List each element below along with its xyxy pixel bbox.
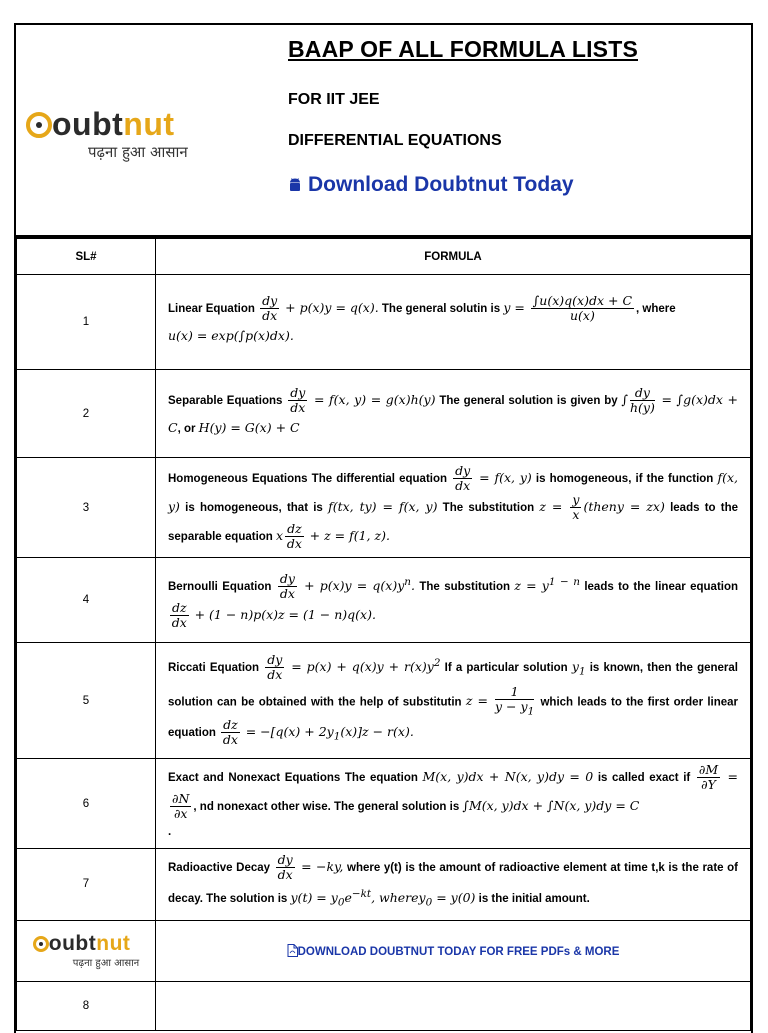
row-number: 8 [17, 981, 156, 1030]
table-row [17, 643, 751, 759]
formula-sheet [14, 23, 753, 1033]
logo-d-icon [26, 112, 52, 138]
table-row [17, 558, 751, 643]
page-title: BAAP OF ALL FORMULA LISTS [288, 36, 638, 62]
doubtnut-logo[interactable]: oubtnut पढ़ना हुआ आसान [26, 107, 188, 162]
row-number: 4 [17, 558, 156, 643]
row-number: 7 [17, 849, 156, 921]
table-header-row [17, 239, 751, 275]
footer-banner-row [17, 920, 751, 981]
col-header-formula: FORMULA [156, 239, 751, 275]
formula-cell: Exact and Nonexact Equations The equation M(x, y)dx + N(x, y)dy = 0 is called exact if $\frac{\partial M}{\partial Y}$ = $\frac{\partial N}{\partial x}$ , nd nonexact other wise. The general solution is ∫M(x, y)dx + ∫N(x, y)dy = C . [156, 759, 751, 849]
row-number: 5 [17, 643, 156, 759]
footer-download-link[interactable]: DOWNLOAD DOUBTNUT TODAY FOR FREE PDFs & MORE [156, 920, 751, 981]
formula-cell: Homogeneous Equations The differential equation $\frac{dy}{dx}$ = f(x, y) is homogeneous, if the function f(x, y) is homogeneous, that is f(tx, ty) = f(x, y) The substitution z = $\frac{y}{x}$ (theny = zx) leads to the separable equation x $\frac{dz}{dx}$ + z = f(1, z). [156, 458, 751, 558]
topic-label: DIFFERENTIAL EQUATIONS [288, 132, 502, 149]
pdf-icon [287, 944, 298, 957]
download-banner-link[interactable] [288, 173, 574, 197]
row-number: 1 [17, 275, 156, 370]
col-header-sl: SL# [17, 239, 156, 275]
formula-cell: Linear Equation $\frac{dy}{dx}$ + p(x)y = q(x). The general solutin is y = $\frac{\int u(x)q(x)dx + C}{u(x)}$ , where u(x) = exp(∫p(x)dx). [156, 275, 751, 370]
formula-cell: Radioactive Decay $\frac{dy}{dx}$ = −ky, where y(t) is the amount of radioactive element at time t,k is the rate of decay. The solution is $y(t) = y_0e^{-kt}$, wherey$_0$ = y(0) is the initial amount. [156, 849, 751, 921]
table-row [17, 849, 751, 921]
exam-label: FOR IIT JEE [288, 91, 380, 108]
footer-logo-d-icon [33, 936, 49, 952]
download-label: Download Doubtnut Today [308, 173, 574, 196]
table-row [17, 759, 751, 849]
footer-doubtnut-logo[interactable]: oubtnut पढ़ना हुआ आसान [33, 933, 139, 969]
formula-cell: Separable Equations $\frac{dy}{dx}$ = f(x, y) = g(x)h(y) The general solution is given by ∫ $\frac{dy}{h(y)}$ = ∫g(x)dx + C, or H(y) = G(x) + C [156, 370, 751, 458]
row-number: 2 [17, 370, 156, 458]
formula-cell: Riccati Equation $\frac{dy}{dx}$ = $p(x) + q(x)y + r(x)y^2$ If a particular solution $y_1$ is known, then the general solution can be obtained with the help of substitutin z = $\frac{1}{y - y_1}$ which leads to the first order linear equation $\frac{dz}{dx}$ = $-[q(x) + 2y_1(x)]z - r(x)$. [156, 643, 751, 759]
formula-table [16, 238, 751, 1031]
footer-logo-tagline: पढ़ना हुआ आसान [72, 957, 140, 969]
footer-logo-cell [17, 920, 156, 981]
table-row [17, 981, 751, 1030]
formula-cell: Bernoulli Equation $\frac{dy}{dx}$ + $p(x)y = q(x)y^n$. The substitution $z = y^{1 - n}$ leads to the linear equation $\frac{dz}{dx}$ + (1 − n)p(x)z = (1 − n)q(x). [156, 558, 751, 643]
table-row [17, 275, 751, 370]
table-row [17, 370, 751, 458]
row-number: 3 [17, 458, 156, 558]
logo-tagline: पढ़ना हुआ आसान [88, 143, 188, 161]
row-number: 6 [17, 759, 156, 849]
formula-cell [156, 981, 751, 1030]
android-icon [288, 178, 302, 192]
header [16, 25, 751, 238]
table-row [17, 458, 751, 558]
